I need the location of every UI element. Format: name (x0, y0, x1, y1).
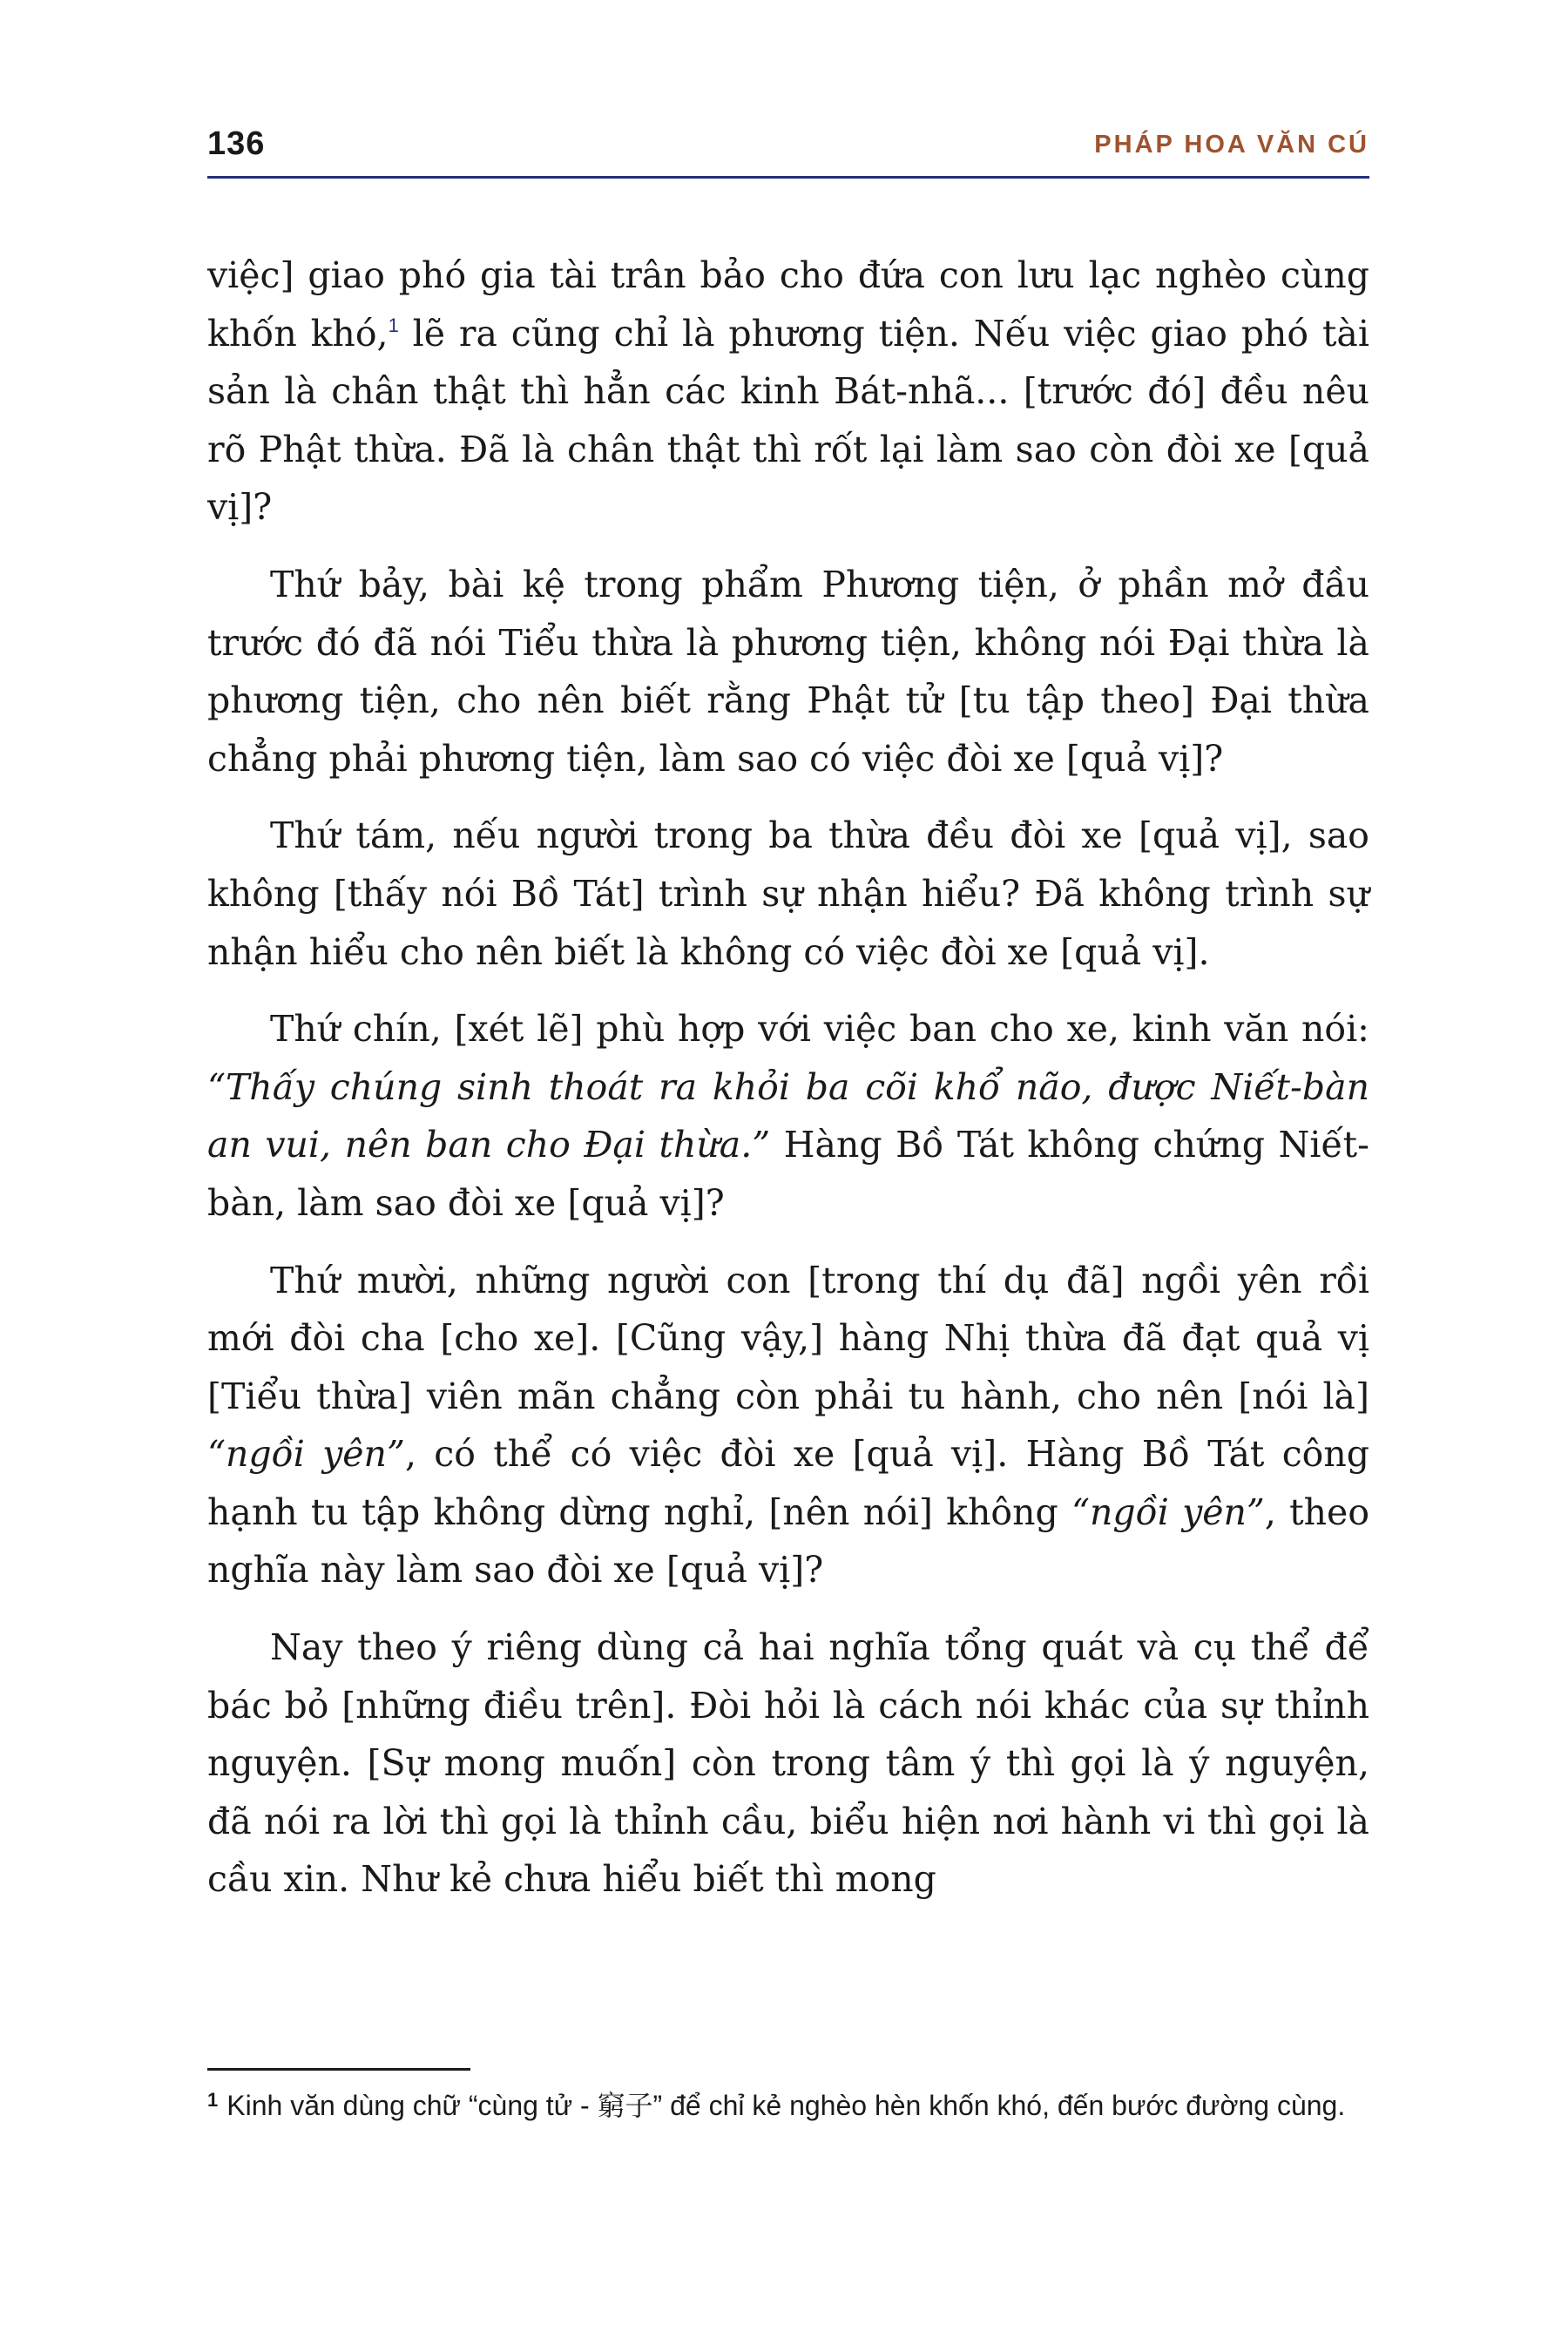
header-rule (207, 176, 1369, 179)
page-header (207, 120, 1369, 172)
running-title: PHÁP HOA VĂN CÚ (1094, 131, 1369, 159)
quote-ngoi-yen-2: “ngồi yên” (1071, 1490, 1265, 1533)
footnote-text: Kinh văn dùng chữ “cùng tử - 窮子” để chỉ kẻ nghèo hèn khốn khó, đến bước đường cùng. (226, 2090, 1346, 2121)
footnote-mark: 1 (207, 2089, 219, 2111)
sutra-quote: “Thấy chúng sinh thoát ra khỏi ba cõi khổ não, được Niết-bàn an vui, nên ban cho Đại thừa.” (207, 1065, 1369, 1166)
footnote-rule (207, 2068, 470, 2071)
body-text (207, 247, 1369, 1928)
paragraph-4: Thứ chín, [xét lẽ] phù hợp với việc ban cho xe, kinh văn nói: “Thấy chúng sinh thoát ra khỏi ba cõi khổ não, được Niết-bàn an vui, nên ban cho Đại thừa.” Hàng Bồ Tát không chứng Niết-bàn, làm sao đòi xe [quả vị]? (207, 1008, 1369, 1224)
paragraph-3: Thứ tám, nếu người trong ba thừa đều đòi xe [quả vị], sao không [thấy nói Bồ Tát] trình sự nhận hiểu? Đã không trình sự nhận hiểu cho nên biết là không có việc đòi xe [quả vị]. (207, 814, 1369, 973)
paragraph-1: việc] giao phó gia tài trân bảo cho đứa con lưu lạc nghèo cùng khốn khó,$^1$ lẽ ra cũng chỉ là phương tiện. Nếu việc giao phó tài sản là chân thật thì hẳn các kinh Bát-nhã... [trước đó] đều nêu rõ Phật thừa. Đã là chân thật thì rốt lại làm sao còn đòi xe [quả vị]? (207, 254, 1369, 529)
quote-ngoi-yen-1: “ngồi yên” (207, 1433, 405, 1476)
footnote-reference[interactable]: 1 (388, 314, 399, 336)
paragraph-5: Thứ mười, những người con [trong thí dụ đã] ngồi yên rồi mới đòi cha [cho xe]. [Cũng vậy,] hàng Nhị thừa đã đạt quả vị [Tiểu thừa] viên mãn chẳng còn phải tu hành, cho nên [nói là] “ngồi yên”, có thể có việc đòi xe [quả vị]. Hàng Bồ Tát công hạnh tu tập không dừng nghỉ, [nên nói] không “ngồi yên”, theo nghĩa này làm sao đòi xe [quả vị]? (207, 1259, 1369, 1592)
paragraph-6: Nay theo ý riêng dùng cả hai nghĩa tổng quát và cụ thể để bác bỏ [những điều trên]. Đòi hỏi là cách nói khác của sự thỉnh nguyện. [Sự mong muốn] còn trong tâm ý thì gọi là ý nguyện, đã nói ra lời thì gọi là thỉnh cầu, biểu hiện nơi hành vi thì gọi là cầu xin. Như kẻ chưa hiểu biết thì mong (207, 1626, 1369, 1901)
page-number: 136 (207, 125, 266, 162)
footnote (207, 2078, 1369, 2127)
paragraph-2: Thứ bảy, bài kệ trong phẩm Phương tiện, ở phần mở đầu trước đó đã nói Tiểu thừa là phương tiện, không nói Đại thừa là phương tiện, cho nên biết rằng Phật tử [tu tập theo] Đại thừa chẳng phải phương tiện, làm sao có việc đòi xe [quả vị]? (207, 563, 1369, 780)
